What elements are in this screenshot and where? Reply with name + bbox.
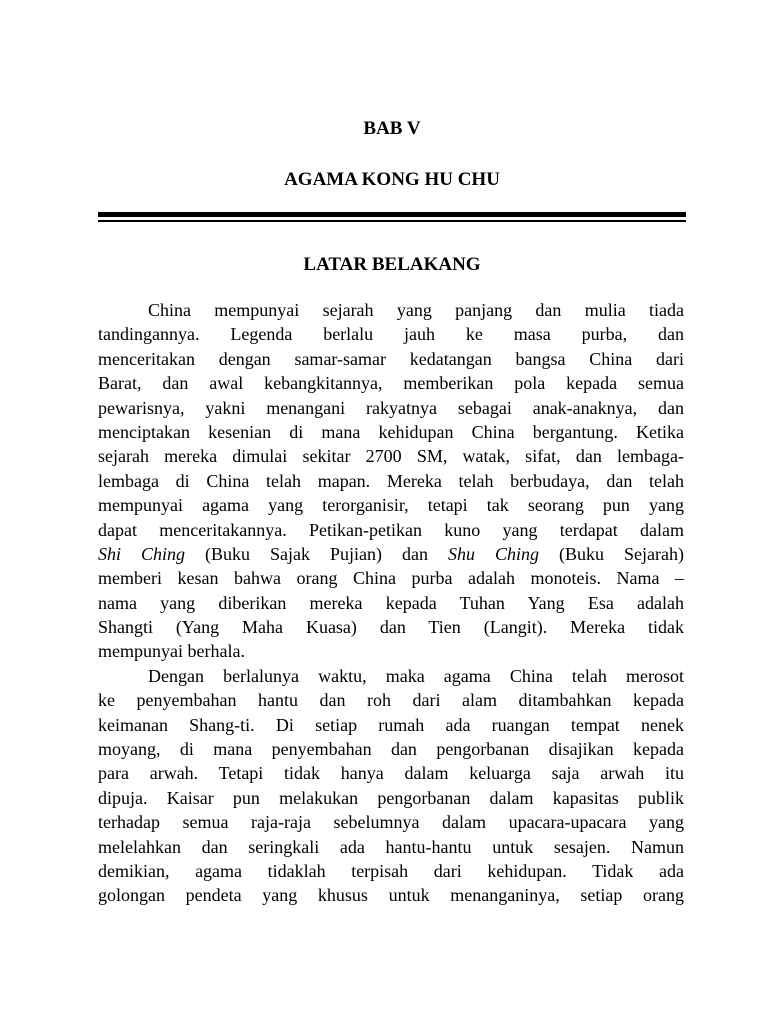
text-line: China mempunyai sejarah yang panjang dan mulia tiada — [148, 300, 684, 320]
title-rule-thin — [98, 220, 686, 222]
chapter-title: AGAMA KONG HU CHU — [284, 169, 500, 190]
section-title: LATAR BELAKANG — [303, 254, 481, 275]
text-line: menceritakan dengan samar-samar kedatangan bangsa China dari — [98, 348, 684, 369]
body-text — [98, 298, 684, 908]
text-line: dapat menceritakannya. Petikan-petikan kuno yang terdapat dalam — [98, 519, 684, 540]
text-line: golongan pendeta yang khusus untuk menanganinya, setiap orang — [98, 885, 684, 906]
book-title-shi-ching: Shi Ching — [98, 543, 186, 564]
text-line: Barat, dan awal kebangkitannya, memberikan pola kepada semua — [98, 373, 684, 394]
text-line: pewarisnya, yakni menangani rakyatnya sebagai anak-anaknya, dan — [98, 397, 684, 418]
text-line: terhadap semua raja-raja sebelumnya dalam upacara-upacara yang — [98, 812, 684, 833]
text-fragment: (Buku Sejarah) — [539, 543, 684, 564]
text-line: nama yang diberikan mereka kepada Tuhan Yang Esa adalah — [98, 592, 684, 613]
paragraph — [98, 298, 684, 664]
text-line: sejarah mereka dimulai sekitar 2700 SM, watak, sifat, dan lembaga- — [98, 446, 684, 467]
text-line: mempunyai agama yang terorganisir, tetapi tak seorang pun yang — [98, 495, 684, 516]
text-line: memberi kesan bahwa orang China purba adalah monoteis. Nama – — [98, 568, 684, 589]
text-line: dipuja. Kaisar pun melakukan pengorbanan dalam kapasitas publik — [98, 787, 684, 808]
text-line: tandingannya. Legenda berlalu jauh ke masa purba, dan — [98, 324, 684, 345]
text-fragment: (Buku Sajak Pujian) dan — [185, 543, 448, 564]
title-rule-thick — [98, 212, 686, 217]
text-line: menciptakan kesenian di mana kehidupan China bergantung. Ketika — [98, 421, 684, 442]
text-line: keimanan Shang-ti. Di setiap rumah ada ruangan tempat nenek — [98, 714, 684, 735]
text-line: Shangti (Yang Maha Kuasa) dan Tien (Langit). Mereka tidak — [98, 617, 684, 638]
text-line-with-titles — [98, 542, 684, 566]
text-line: melelahkan dan seringkali ada hantu-hantu untuk sesajen. Namun — [98, 836, 684, 857]
text-line: lembaga di China telah mapan. Mereka telah berbudaya, dan telah — [98, 470, 684, 491]
chapter-label: BAB V — [363, 118, 421, 139]
text-line: mempunyai berhala. — [98, 641, 245, 662]
text-line: demikian, agama tidaklah terpisah dari kehidupan. Tidak ada — [98, 860, 684, 881]
paragraph — [98, 664, 684, 908]
book-title-shu-ching: Shu Ching — [448, 543, 540, 564]
text-line: Dengan berlalunya waktu, maka agama China telah merosot — [148, 665, 684, 686]
text-line: moyang, di mana penyembahan dan pengorbanan disajikan kepada — [98, 739, 684, 760]
text-line: ke penyembahan hantu dan roh dari alam ditambahkan kepada — [98, 690, 684, 711]
text-line: para arwah. Tetapi tidak hanya dalam keluarga saja arwah itu — [98, 763, 684, 784]
